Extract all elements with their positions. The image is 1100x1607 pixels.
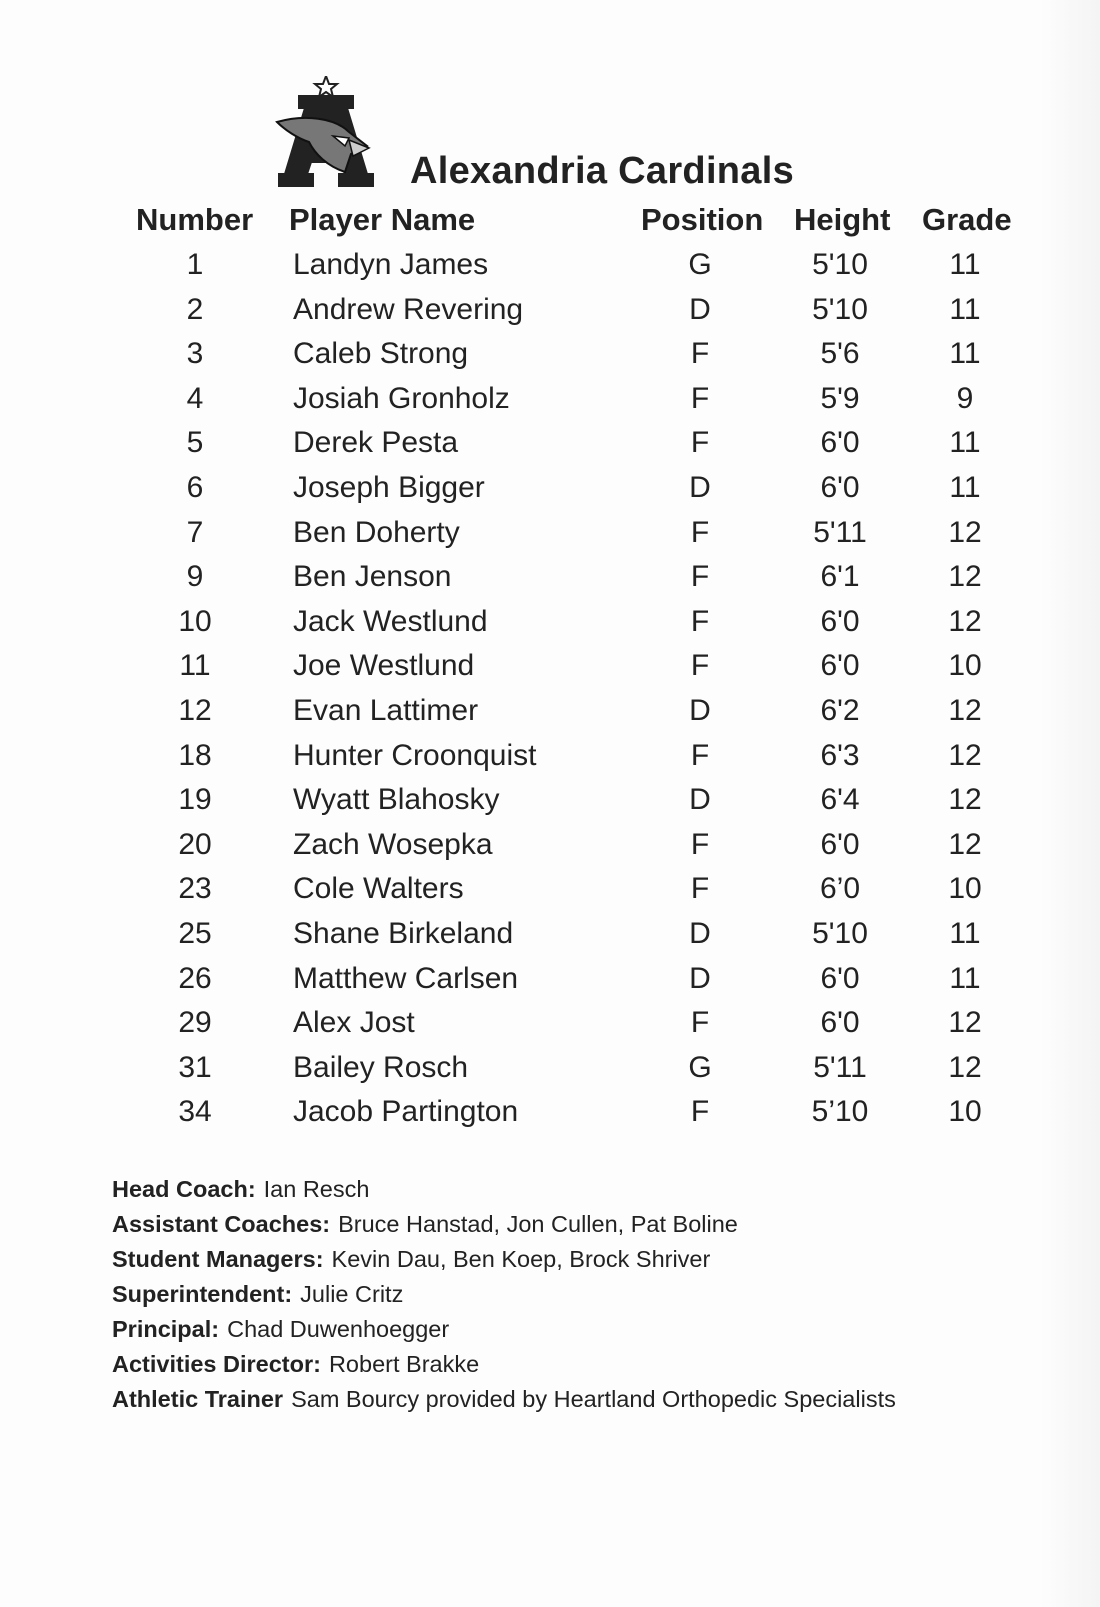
player-position: F [690, 1006, 710, 1040]
table-row [0, 293, 1100, 338]
table-row [0, 783, 1100, 828]
table-row [0, 1051, 1100, 1096]
player-number: 9 [186, 560, 204, 594]
team-title: Alexandria Cardinals [410, 150, 795, 192]
staff-line [112, 1382, 896, 1417]
player-grade: 12 [948, 515, 982, 549]
player-height: 6'0 [820, 470, 860, 504]
staff-role: Superintendent: [112, 1281, 293, 1307]
staff-line [112, 1347, 896, 1382]
table-row [0, 1095, 1100, 1140]
player-height: 5'9 [820, 381, 860, 415]
player-name: Joe Westlund [293, 649, 475, 683]
player-height: 5'10 [812, 916, 868, 950]
table-row [0, 962, 1100, 1007]
player-name: Jack Westlund [293, 604, 488, 638]
player-height: 6'1 [820, 560, 860, 594]
player-name: Matthew Carlsen [293, 961, 519, 995]
table-row [0, 828, 1100, 873]
player-position: F [690, 560, 710, 594]
player-height: 6'0 [820, 961, 860, 995]
player-number: 6 [186, 470, 204, 504]
header-number: Number [136, 202, 254, 237]
player-number: 34 [178, 1095, 212, 1129]
player-grade: 11 [949, 337, 981, 371]
player-number: 3 [186, 337, 204, 371]
player-position: G [688, 1050, 712, 1084]
player-grade: 12 [948, 693, 982, 727]
staff-role: Principal: [112, 1316, 220, 1342]
player-name: Shane Birkeland [293, 916, 514, 950]
table-row [0, 337, 1100, 382]
staff-line [112, 1207, 896, 1242]
player-position: F [690, 1095, 710, 1129]
staff-names: Julie Critz [300, 1281, 404, 1307]
player-height: 5'10 [812, 248, 868, 281]
staff-names: Ian Resch [263, 1176, 370, 1202]
player-grade: 11 [949, 292, 981, 326]
player-grade: 12 [948, 1050, 982, 1084]
header-position: Position [641, 202, 764, 237]
header-grade: Grade [922, 202, 1012, 237]
player-height: 6'0 [820, 827, 860, 861]
table-row [0, 248, 1100, 293]
player-position: F [690, 738, 710, 772]
player-number: 10 [178, 604, 212, 638]
player-number: 25 [178, 916, 212, 950]
player-height: 6'4 [820, 783, 860, 817]
player-grade: 11 [949, 916, 981, 950]
table-row [0, 694, 1100, 739]
player-position: F [690, 872, 710, 906]
table-row [0, 516, 1100, 561]
player-name: Zach Wosepka [293, 827, 493, 861]
staff-role: Athletic Trainer [112, 1386, 284, 1412]
player-height: 6'0 [820, 649, 860, 683]
table-row [0, 1006, 1100, 1051]
staff-names: Chad Duwenhoegger [227, 1316, 450, 1342]
player-height: 5'11 [813, 1050, 867, 1084]
player-number: 2 [186, 292, 204, 326]
player-grade: 10 [948, 872, 982, 906]
player-position: F [690, 337, 710, 371]
player-grade: 11 [949, 961, 981, 995]
player-number: 11 [179, 649, 211, 683]
player-grade: 9 [956, 381, 974, 415]
player-height: 6’0 [819, 872, 861, 906]
player-position: F [690, 604, 710, 638]
staff-names: Kevin Dau, Ben Koep, Brock Shriver [331, 1246, 711, 1272]
table-row [0, 605, 1100, 650]
player-grade: 11 [949, 426, 981, 460]
player-position: F [690, 649, 710, 683]
header-player-name: Player Name [289, 202, 476, 237]
player-number: 4 [186, 381, 204, 415]
player-position: G [688, 248, 712, 281]
player-height: 6'2 [820, 693, 860, 727]
player-position: D [689, 470, 711, 504]
player-name: Cole Walters [293, 872, 464, 906]
player-name: Hunter Croonquist [293, 738, 537, 772]
player-number: 19 [178, 783, 212, 817]
staff-line [112, 1242, 896, 1277]
table-row [0, 560, 1100, 605]
player-number: 12 [178, 693, 212, 727]
staff-names: Sam Bourcy provided by Heartland Orthopedic Specialists [291, 1386, 896, 1412]
staff-role: Student Managers: [112, 1246, 324, 1272]
player-name: Bailey Rosch [293, 1050, 469, 1084]
player-height: 6'3 [820, 738, 860, 772]
player-height: 5'11 [813, 515, 867, 549]
staff-line [112, 1312, 896, 1347]
player-position: F [690, 381, 710, 415]
table-row [0, 739, 1100, 784]
staff-names: Bruce Hanstad, Jon Cullen, Pat Boline [338, 1211, 738, 1237]
player-position: D [689, 916, 711, 950]
staff-names: Robert Brakke [328, 1351, 480, 1377]
table-row [0, 917, 1100, 962]
player-number: 18 [178, 738, 212, 772]
player-grade: 12 [948, 783, 982, 817]
player-number: 26 [178, 961, 212, 995]
table-row [0, 382, 1100, 427]
player-position: D [689, 961, 711, 995]
roster-table [0, 248, 1100, 1140]
player-name: Joseph Bigger [293, 470, 485, 504]
player-grade: 11 [949, 248, 981, 281]
player-number: 1 [186, 248, 204, 281]
player-grade: 10 [948, 1095, 982, 1129]
player-position: F [690, 515, 710, 549]
player-grade: 11 [949, 470, 981, 504]
table-row [0, 471, 1100, 516]
player-height: 5'6 [820, 337, 860, 371]
player-grade: 12 [948, 1006, 982, 1040]
staff-role: Activities Director: [112, 1351, 321, 1377]
player-height: 6'0 [820, 426, 860, 460]
staff-role: Head Coach: [112, 1176, 256, 1202]
player-number: 29 [178, 1006, 212, 1040]
player-name: Ben Doherty [293, 515, 460, 549]
table-row [0, 649, 1100, 694]
player-name: Alex Jost [293, 1006, 415, 1040]
player-name: Derek Pesta [293, 426, 459, 460]
player-grade: 12 [948, 560, 982, 594]
cardinals-logo-icon [275, 76, 377, 188]
staff-list [112, 1172, 896, 1417]
player-height: 6'0 [820, 1006, 860, 1040]
player-height: 6'0 [820, 604, 860, 638]
player-position: F [690, 827, 710, 861]
header-height: Height [794, 202, 891, 237]
player-grade: 12 [948, 738, 982, 772]
player-grade: 12 [948, 827, 982, 861]
player-name: Jacob Partington [293, 1095, 519, 1129]
staff-line [112, 1172, 896, 1207]
player-number: 23 [178, 872, 212, 906]
player-height: 5’10 [811, 1095, 869, 1129]
player-number: 7 [186, 515, 204, 549]
player-name: Wyatt Blahosky [293, 783, 500, 817]
player-position: D [689, 693, 711, 727]
player-position: F [690, 426, 710, 460]
player-height: 5'10 [812, 292, 868, 326]
player-number: 20 [178, 827, 212, 861]
staff-line [112, 1277, 896, 1312]
table-row [0, 426, 1100, 471]
player-name: Landyn James [293, 248, 489, 281]
player-position: D [689, 783, 711, 817]
player-position: D [689, 292, 711, 326]
player-grade: 12 [948, 604, 982, 638]
player-number: 5 [186, 426, 204, 460]
staff-role: Assistant Coaches: [112, 1211, 331, 1237]
player-name: Evan Lattimer [293, 693, 479, 727]
player-name: Andrew Revering [293, 292, 524, 326]
table-row [0, 872, 1100, 917]
player-name: Caleb Strong [293, 337, 469, 371]
player-number: 31 [178, 1050, 212, 1084]
player-name: Ben Jenson [293, 560, 452, 594]
player-name: Josiah Gronholz [293, 381, 510, 415]
player-grade: 10 [948, 649, 982, 683]
